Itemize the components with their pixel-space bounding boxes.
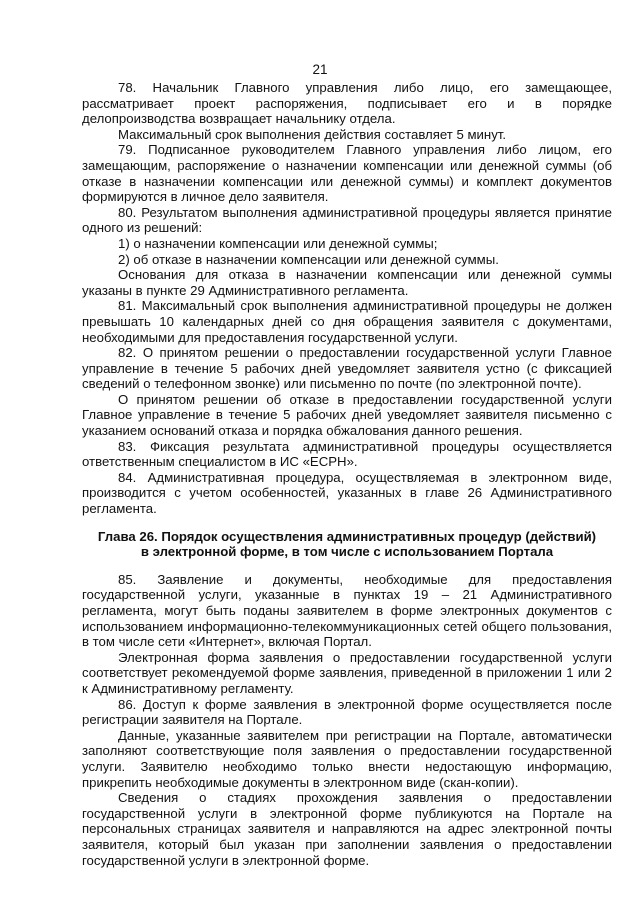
paragraph-registration-data: Данные, указанные заявителем при регистрации на Портале, автоматически заполняют соответствующие поля заявления о предоставлении государственной услуги. Заявителю необходимо только внести недостающую информацию, прикрепить необходимые документы в электронном виде (скан-копии). — [82, 727, 612, 790]
paragraph-grounds: Основания для отказа в назначении компенсации или денежной суммы указаны в пункте 29 Административного регламента. — [82, 267, 612, 298]
chapter-title-line-1: Глава 26. Порядок осуществления административных процедур (действий) — [97, 528, 597, 544]
paragraph-refusal: О принятом решении об отказе в предоставлении государственной услуги Главное управление в течение 5 рабочих дней уведомляет заявителя письменно с указанием оснований отказа и порядка обжалования данного решения. — [82, 391, 612, 439]
paragraph-84: 84. Административная процедура, осуществляемая в электронном виде, производится с учетом особенностей, указанных в главе 26 Административного регламента. — [82, 469, 612, 517]
paragraph-electronic-form: Электронная форма заявления о предоставлении государственной услуги соответствует рекомендуемой форме заявления, приведенной в приложении 1 или 2 к Административному регламенту. — [82, 649, 612, 696]
paragraph-81: 81. Максимальный срок выполнения административной процедуры не должен превышать 10 календарных дней со дня обращения заявителя с документами, необходимыми для предоставления государственной услуги. — [82, 298, 612, 345]
page-number: 21 — [312, 62, 328, 77]
list-item-1: 1) о назначении компенсации или денежной суммы; — [118, 235, 438, 251]
chapter-title-line-2: в электронной форме, в том числе с использованием Портала — [140, 544, 554, 560]
paragraph-status-info: Сведения о стадиях прохождения заявления о предоставлении государственной услуги в электронной форме публикуются на Портале на персональных страницах заявителя и направляются на адрес электронной почты заявителя, который был указан при заполнении заявления о предоставлении государственной услуги в электронной форме. — [82, 790, 612, 868]
paragraph-86: 86. Доступ к форме заявления в электронной форме осуществляется после регистрации заявителя на Портале. — [82, 696, 612, 728]
paragraph-83: 83. Фиксация результата административной процедуры осуществляется ответственным специалистом в ИС «ЕСРН». — [82, 438, 612, 470]
document-body — [82, 80, 612, 868]
paragraph-80: 80. Результатом выполнения административной процедуры является принятие одного из решений: — [82, 204, 612, 236]
paragraph-max-time: Максимальный срок выполнения действия составляет 5 минут. — [118, 126, 507, 142]
paragraph-79: 79. Подписанное руководителем Главного управления либо лицом, его замещающим, распоряжение о назначении компенсации или денежной суммы (об отказе в назначении компенсации или денежной суммы) и комплект документов формируются в личное дело заявителя. — [82, 142, 612, 205]
paragraph-82: 82. О принятом решении о предоставлении государственной услуги Главное управление в течение 5 рабочих дней уведомляет заявителя устно (с фиксацией сведений о телефонном звонке) или письменно по почте (по электронной почте). — [82, 345, 612, 392]
paragraph-78: 78. Начальник Главного управления либо лицо, его замещающее, рассматривает проект распоряжения, подписывает его и в порядке делопроизводства возвращает начальнику отдела. — [82, 80, 612, 127]
chapter-title — [82, 529, 612, 560]
list-item-2: 2) об отказе в назначении компенсации или денежной суммы. — [118, 251, 499, 267]
paragraph-85: 85. Заявление и документы, необходимые для предоставления государственной услуги, указанные в пунктах 19 – 21 Административного регламента, могут быть поданы заявителем в форме электронных документов с использованием информационно-телекоммуникационных сетей общего пользования, в том числе сети «Интернет», включая Портал. — [82, 571, 612, 650]
